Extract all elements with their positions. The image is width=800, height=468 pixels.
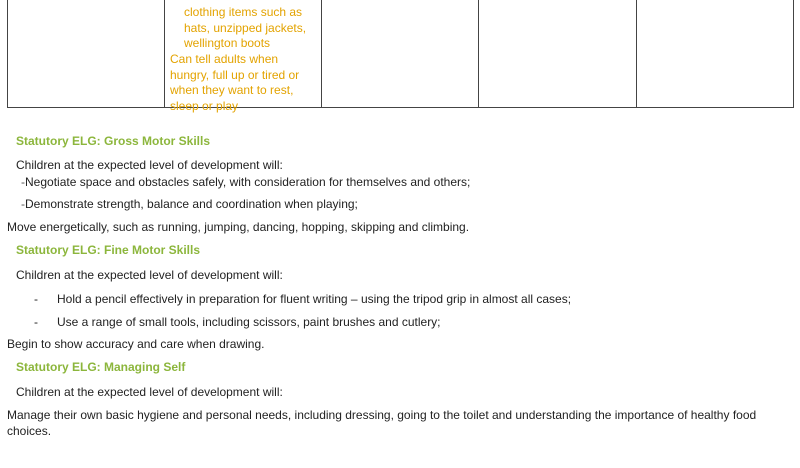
list-item-text: Negotiate space and obstacles safely, with consideration for themselves and others; <box>25 175 471 189</box>
table-cell-paragraph <box>170 52 320 114</box>
list-item-text: Use a range of small tools, including scissors, paint brushes and cutlery; <box>57 315 441 329</box>
section-intro: Children at the expected level of development will: <box>16 158 283 172</box>
list-item <box>21 196 358 212</box>
table-cell-line: hats, unzipped jackets, <box>184 20 307 35</box>
table-column-divider <box>793 0 794 108</box>
bullet-dash: - <box>21 197 25 211</box>
section-intro: Children at the expected level of development will: <box>16 385 283 399</box>
list-item-text: Demonstrate strength, balance and coordination when playing; <box>25 197 358 211</box>
table-cell-line: wellington boots <box>184 36 271 51</box>
bullet-dash: - <box>34 315 38 329</box>
section-intro: Children at the expected level of development will: <box>16 268 283 282</box>
table-column-divider <box>636 0 637 108</box>
table-column-divider <box>164 0 165 108</box>
bullet-dash: - <box>34 292 38 306</box>
section-heading-managing-self: Statutory ELG: Managing Self <box>16 360 186 374</box>
table-column-divider <box>478 0 479 108</box>
paragraph: Manage their own basic hygiene and personal needs, including dressing, going to the toilet and understanding the importance of healthy food choices. <box>7 408 757 438</box>
section-heading-gross-motor: Statutory ELG: Gross Motor Skills <box>16 134 211 148</box>
paragraph: Move energetically, such as running, jumping, dancing, hopping, skipping and climbing. <box>7 220 470 234</box>
table-cell-line: clothing items such as <box>184 5 303 19</box>
table-cell-line: hungry, full up or tired or <box>170 67 300 82</box>
table-cell-line: when they want to rest, <box>170 83 294 98</box>
table-bottom-border <box>7 107 794 108</box>
section-heading-fine-motor: Statutory ELG: Fine Motor Skills <box>16 243 201 257</box>
list-item-text: Hold a pencil effectively in preparation for fluent writing – using the tripod grip in almost all cases; <box>57 292 572 306</box>
bullet-dash: - <box>21 175 25 189</box>
table-column-divider <box>7 0 8 108</box>
table-cell-line: Can tell adults when <box>170 52 279 66</box>
table-cell-list <box>184 5 324 52</box>
list-item <box>21 174 470 190</box>
table-cell-line: sleep or play <box>170 98 239 113</box>
paragraph: Begin to show accuracy and care when drawing. <box>7 337 265 351</box>
